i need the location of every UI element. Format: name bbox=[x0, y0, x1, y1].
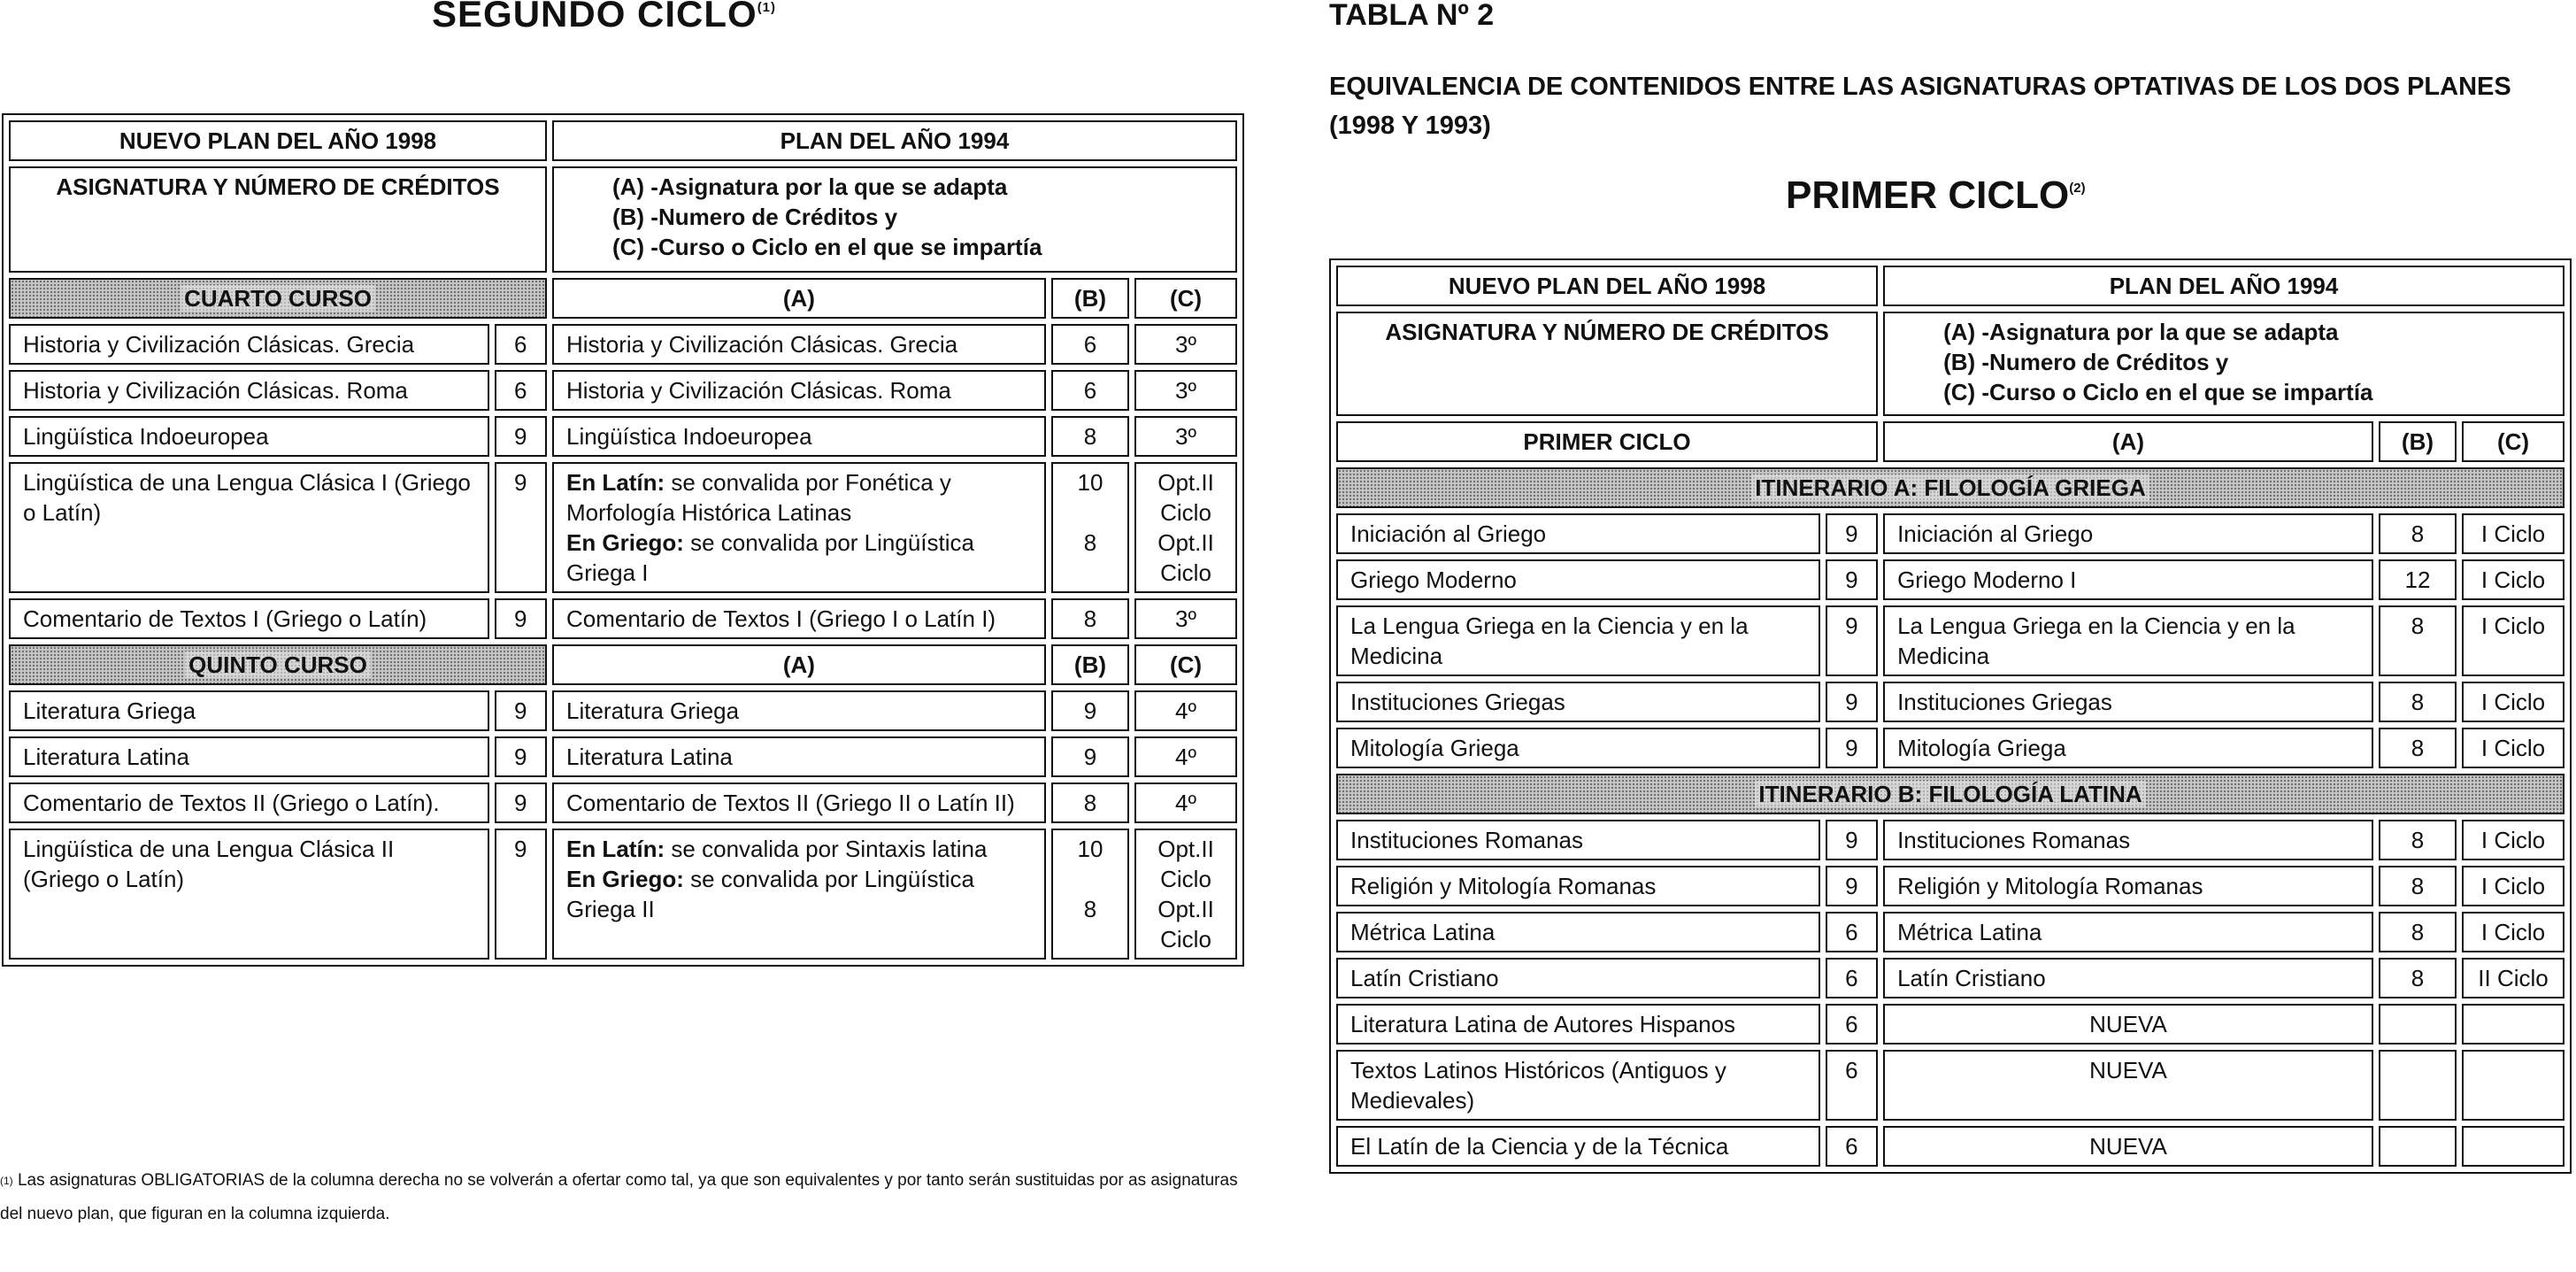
old-subject-part-text: se convalida por Lingüística Griega II bbox=[565, 866, 974, 922]
new-credits: 6 bbox=[1826, 1004, 1878, 1045]
col-a-header: (A) bbox=[552, 278, 1046, 319]
new-credits: 9 bbox=[1826, 866, 1878, 906]
table-row bbox=[1336, 820, 2564, 860]
new-credits: 9 bbox=[495, 598, 547, 639]
old-credits: 8 bbox=[1051, 598, 1129, 639]
new-credits: 9 bbox=[1826, 728, 1878, 768]
new-credits: 6 bbox=[495, 370, 547, 411]
table-row bbox=[1336, 1126, 2564, 1167]
legend-c: (C) -Curso o Ciclo en el que se impartía bbox=[611, 234, 1042, 260]
table-row bbox=[9, 324, 1237, 365]
old-credits bbox=[2379, 1050, 2457, 1121]
primer-ciclo-table bbox=[1329, 258, 2572, 1174]
old-subject-part-lead: En Griego: bbox=[565, 529, 684, 556]
itinerary-label-text: ITINERARIO B: FILOLOGÍA LATINA bbox=[1755, 781, 2145, 807]
table-row bbox=[1336, 728, 2564, 768]
old-credits: 8 bbox=[2379, 912, 2457, 952]
new-credits: 6 bbox=[495, 324, 547, 365]
old-credits-part: 8 bbox=[1083, 529, 1097, 556]
old-credits: 8 bbox=[2379, 866, 2457, 906]
old-subject-part bbox=[566, 834, 1032, 864]
old-course: I Ciclo bbox=[2462, 513, 2564, 554]
old-course-part: Opt.II Ciclo bbox=[1157, 469, 1214, 526]
col-a-header: (A) bbox=[1883, 421, 2373, 462]
old-subject-part-lead: En Griego: bbox=[565, 866, 684, 892]
new-subject: Literatura Latina de Autores Hispanos bbox=[1336, 1004, 1820, 1045]
col-b-header: (B) bbox=[2379, 421, 2457, 462]
itinerary-label bbox=[1336, 774, 2564, 814]
old-subject: Métrica Latina bbox=[1883, 912, 2373, 952]
section-header-row bbox=[9, 644, 1237, 685]
table-row bbox=[1336, 1050, 2564, 1121]
col-c-header: (C) bbox=[2462, 421, 2564, 462]
old-course-part: Opt.II Ciclo bbox=[1157, 896, 1214, 952]
segundo-ciclo-table bbox=[2, 113, 1244, 967]
new-subject: Lingüística de una Lengua Clásica I (Griego o Latín) bbox=[9, 462, 489, 593]
old-credits bbox=[2379, 1126, 2457, 1167]
old-subject: Religión y Mitología Romanas bbox=[1883, 866, 2373, 906]
old-course: 3º bbox=[1134, 416, 1237, 457]
footnote-text: Las asignaturas OBLIGATORIAS de la columna derecha no se volverán a ofertar como tal, ya que son equivalentes y por tanto serán sustituidas por as asignaturas del nuevo plan, que figuran en la columna izquierda. bbox=[0, 1171, 1238, 1223]
old-subject: Historia y Civilización Clásicas. Grecia bbox=[552, 324, 1046, 365]
col-b-header: (B) bbox=[1051, 278, 1129, 319]
old-credits: 12 bbox=[2379, 559, 2457, 600]
old-subject: Instituciones Romanas bbox=[1883, 820, 2373, 860]
primer-ciclo-title bbox=[1786, 173, 2086, 218]
new-subject: Historia y Civilización Clásicas. Roma bbox=[9, 370, 489, 411]
tabla-label: TABLA Nº 2 bbox=[1329, 0, 1495, 32]
old-course-part: Opt.II Ciclo bbox=[1157, 836, 1214, 892]
table-row bbox=[9, 736, 1237, 777]
old-credits bbox=[1051, 462, 1129, 593]
old-course: I Ciclo bbox=[2462, 728, 2564, 768]
old-credits: 8 bbox=[2379, 605, 2457, 676]
old-credits-part: 10 bbox=[1077, 836, 1103, 862]
old-credits: 8 bbox=[1051, 782, 1129, 823]
new-credits: 9 bbox=[495, 782, 547, 823]
old-credits: 8 bbox=[2379, 820, 2457, 860]
table-row bbox=[1336, 605, 2564, 676]
section-label-text: CUARTO CURSO bbox=[181, 285, 375, 312]
itinerary-label-text: ITINERARIO A: FILOLOGÍA GRIEGA bbox=[1751, 474, 2149, 501]
new-subject: Mitología Griega bbox=[1336, 728, 1820, 768]
table-row bbox=[9, 462, 1237, 593]
new-credits: 9 bbox=[1826, 513, 1878, 554]
table-row bbox=[9, 690, 1237, 731]
table-row bbox=[9, 829, 1237, 960]
section-label bbox=[9, 644, 547, 685]
new-subject: Latín Cristiano bbox=[1336, 958, 1820, 998]
old-subject: Griego Moderno I bbox=[1883, 559, 2373, 600]
table-row bbox=[9, 416, 1237, 457]
new-subject: Instituciones Romanas bbox=[1336, 820, 1820, 860]
old-plan-header: PLAN DEL AÑO 1994 bbox=[552, 120, 1237, 161]
old-subject-part-text: se convalida por Fonética y Morfología Histórica Latinas bbox=[565, 469, 951, 526]
new-credits: 9 bbox=[1826, 820, 1878, 860]
new-credits: 9 bbox=[495, 829, 547, 960]
old-subject: Iniciación al Griego bbox=[1883, 513, 2373, 554]
old-credits: 9 bbox=[1051, 736, 1129, 777]
new-subject: Textos Latinos Históricos (Antiguos y Medievales) bbox=[1336, 1050, 1820, 1121]
old-course: 3º bbox=[1134, 324, 1237, 365]
new-credits: 9 bbox=[495, 690, 547, 731]
table-row bbox=[1336, 682, 2564, 722]
old-course bbox=[2462, 1050, 2564, 1121]
old-course: II Ciclo bbox=[2462, 958, 2564, 998]
legend-b: (B) -Numero de Créditos y bbox=[1943, 349, 2229, 375]
old-subject: NUEVA bbox=[1883, 1004, 2373, 1045]
new-subject: Religión y Mitología Romanas bbox=[1336, 866, 1820, 906]
new-credits: 9 bbox=[495, 462, 547, 593]
col-c-header: (C) bbox=[1134, 278, 1237, 319]
old-plan-header: PLAN DEL AÑO 1994 bbox=[1883, 266, 2564, 306]
new-subject: Métrica Latina bbox=[1336, 912, 1820, 952]
old-credits: 6 bbox=[1051, 370, 1129, 411]
new-subject: Historia y Civilización Clásicas. Grecia bbox=[9, 324, 489, 365]
old-course: 3º bbox=[1134, 598, 1237, 639]
col-b-header: (B) bbox=[1051, 644, 1129, 685]
old-subject: Historia y Civilización Clásicas. Roma bbox=[552, 370, 1046, 411]
column-legend bbox=[552, 166, 1237, 273]
old-subject-part bbox=[566, 467, 1032, 528]
legend-b: (B) -Numero de Créditos y bbox=[611, 204, 898, 230]
new-subject: Griego Moderno bbox=[1336, 559, 1820, 600]
legend-c: (C) -Curso o Ciclo en el que se impartía bbox=[1943, 379, 2373, 405]
old-course bbox=[2462, 1126, 2564, 1167]
old-course: 4º bbox=[1134, 690, 1237, 731]
new-subject: Lingüística Indoeuropea bbox=[9, 416, 489, 457]
old-credits bbox=[1051, 829, 1129, 960]
old-course: I Ciclo bbox=[2462, 866, 2564, 906]
new-credits: 6 bbox=[1826, 912, 1878, 952]
old-subject-part-lead: En Latín: bbox=[565, 469, 665, 496]
old-course: I Ciclo bbox=[2462, 820, 2564, 860]
segundo-ciclo-footnote-mark: (1) bbox=[757, 0, 777, 15]
old-subject: Comentario de Textos II (Griego II o Latín II) bbox=[552, 782, 1046, 823]
old-subject: Mitología Griega bbox=[1883, 728, 2373, 768]
old-course: I Ciclo bbox=[2462, 682, 2564, 722]
old-subject: Literatura Latina bbox=[552, 736, 1046, 777]
old-course: 4º bbox=[1134, 782, 1237, 823]
column-legend bbox=[1883, 312, 2564, 416]
new-subject: Lingüística de una Lengua Clásica II (Griego o Latín) bbox=[9, 829, 489, 960]
table-row bbox=[1336, 866, 2564, 906]
legend-a: (A) -Asignatura por la que se adapta bbox=[611, 173, 1008, 200]
old-course: I Ciclo bbox=[2462, 559, 2564, 600]
new-credits: 9 bbox=[495, 416, 547, 457]
old-subject: NUEVA bbox=[1883, 1050, 2373, 1121]
section-label-text: QUINTO CURSO bbox=[185, 651, 371, 678]
new-credits: 9 bbox=[1826, 559, 1878, 600]
itinerary-row bbox=[1336, 467, 2564, 508]
old-course: I Ciclo bbox=[2462, 912, 2564, 952]
table-row bbox=[1336, 912, 2564, 952]
col-a-header: (A) bbox=[552, 644, 1046, 685]
table-row bbox=[1336, 958, 2564, 998]
old-credits: 8 bbox=[2379, 958, 2457, 998]
new-subject: Literatura Latina bbox=[9, 736, 489, 777]
new-credits: 9 bbox=[1826, 605, 1878, 676]
new-subject: Comentario de Textos II (Griego o Latín). bbox=[9, 782, 489, 823]
old-subject: La Lengua Griega en la Ciencia y en la Medicina bbox=[1883, 605, 2373, 676]
table-row bbox=[9, 598, 1237, 639]
old-credits: 6 bbox=[1051, 324, 1129, 365]
new-subject: La Lengua Griega en la Ciencia y en la Medicina bbox=[1336, 605, 1820, 676]
subject-credits-header: ASIGNATURA Y NÚMERO DE CRÉDITOS bbox=[1336, 312, 1878, 416]
old-subject-part bbox=[566, 528, 1032, 588]
new-credits: 6 bbox=[1826, 1126, 1878, 1167]
table-row bbox=[9, 370, 1237, 411]
old-course bbox=[1134, 462, 1237, 593]
footnote-mark: (1) bbox=[0, 1175, 13, 1187]
segundo-ciclo-title bbox=[432, 0, 776, 35]
old-credits: 9 bbox=[1051, 690, 1129, 731]
itinerary-row bbox=[1336, 774, 2564, 814]
old-credits: 8 bbox=[2379, 728, 2457, 768]
new-credits: 6 bbox=[1826, 1050, 1878, 1121]
new-subject: Iniciación al Griego bbox=[1336, 513, 1820, 554]
old-subject: Lingüística Indoeuropea bbox=[552, 416, 1046, 457]
primer-ciclo-footnote-mark: (2) bbox=[2069, 181, 2086, 196]
old-credits: 8 bbox=[2379, 513, 2457, 554]
new-subject: Comentario de Textos I (Griego o Latín) bbox=[9, 598, 489, 639]
new-plan-header: NUEVO PLAN DEL AÑO 1998 bbox=[1336, 266, 1878, 306]
new-subject: Instituciones Griegas bbox=[1336, 682, 1820, 722]
table-row bbox=[1336, 559, 2564, 600]
segundo-ciclo-title-text: SEGUNDO CICLO bbox=[432, 0, 757, 35]
old-subject-part-lead: En Latín: bbox=[565, 836, 665, 862]
tabla-description: EQUIVALENCIA DE CONTENIDOS ENTRE LAS ASIGNATURAS OPTATIVAS DE LOS DOS PLANES (1998 Y 1993) bbox=[1329, 73, 2511, 140]
old-subject: NUEVA bbox=[1883, 1126, 2373, 1167]
old-course bbox=[2462, 1004, 2564, 1045]
old-subject: Instituciones Griegas bbox=[1883, 682, 2373, 722]
old-course: 4º bbox=[1134, 736, 1237, 777]
old-subject-part-text: se convalida por Sintaxis latina bbox=[665, 836, 988, 862]
cycle-label: PRIMER CICLO bbox=[1336, 421, 1878, 462]
old-credits: 8 bbox=[2379, 682, 2457, 722]
legend-a: (A) -Asignatura por la que se adapta bbox=[1943, 319, 2339, 345]
old-course-part: Opt.II Ciclo bbox=[1157, 529, 1214, 586]
old-credits-part: 8 bbox=[1083, 896, 1097, 922]
col-c-header: (C) bbox=[1134, 644, 1237, 685]
itinerary-label bbox=[1336, 467, 2564, 508]
old-credits: 8 bbox=[1051, 416, 1129, 457]
table-row bbox=[1336, 513, 2564, 554]
old-subject bbox=[552, 829, 1046, 960]
table-row bbox=[9, 782, 1237, 823]
old-credits-part: 10 bbox=[1077, 469, 1103, 496]
old-subject: Latín Cristiano bbox=[1883, 958, 2373, 998]
subject-credits-header: ASIGNATURA Y NÚMERO DE CRÉDITOS bbox=[9, 166, 547, 273]
section-header-row bbox=[9, 278, 1237, 319]
section-label bbox=[9, 278, 547, 319]
old-course bbox=[1134, 829, 1237, 960]
old-subject: Comentario de Textos I (Griego I o Latín I) bbox=[552, 598, 1046, 639]
old-course: I Ciclo bbox=[2462, 605, 2564, 676]
new-subject: Literatura Griega bbox=[9, 690, 489, 731]
old-subject: Literatura Griega bbox=[552, 690, 1046, 731]
old-subject bbox=[552, 462, 1046, 593]
new-credits: 9 bbox=[495, 736, 547, 777]
new-credits: 9 bbox=[1826, 682, 1878, 722]
table-row bbox=[1336, 1004, 2564, 1045]
new-plan-header: NUEVO PLAN DEL AÑO 1998 bbox=[9, 120, 547, 161]
old-subject-part bbox=[566, 864, 1032, 924]
new-subject: El Latín de la Ciencia y de la Técnica bbox=[1336, 1126, 1820, 1167]
old-subject-part-text: se convalida por Lingüística Griega I bbox=[565, 529, 974, 586]
footnote bbox=[0, 1164, 1257, 1231]
old-course: 3º bbox=[1134, 370, 1237, 411]
primer-ciclo-title-text: PRIMER CICLO bbox=[1786, 173, 2070, 217]
new-credits: 6 bbox=[1826, 958, 1878, 998]
old-credits bbox=[2379, 1004, 2457, 1045]
